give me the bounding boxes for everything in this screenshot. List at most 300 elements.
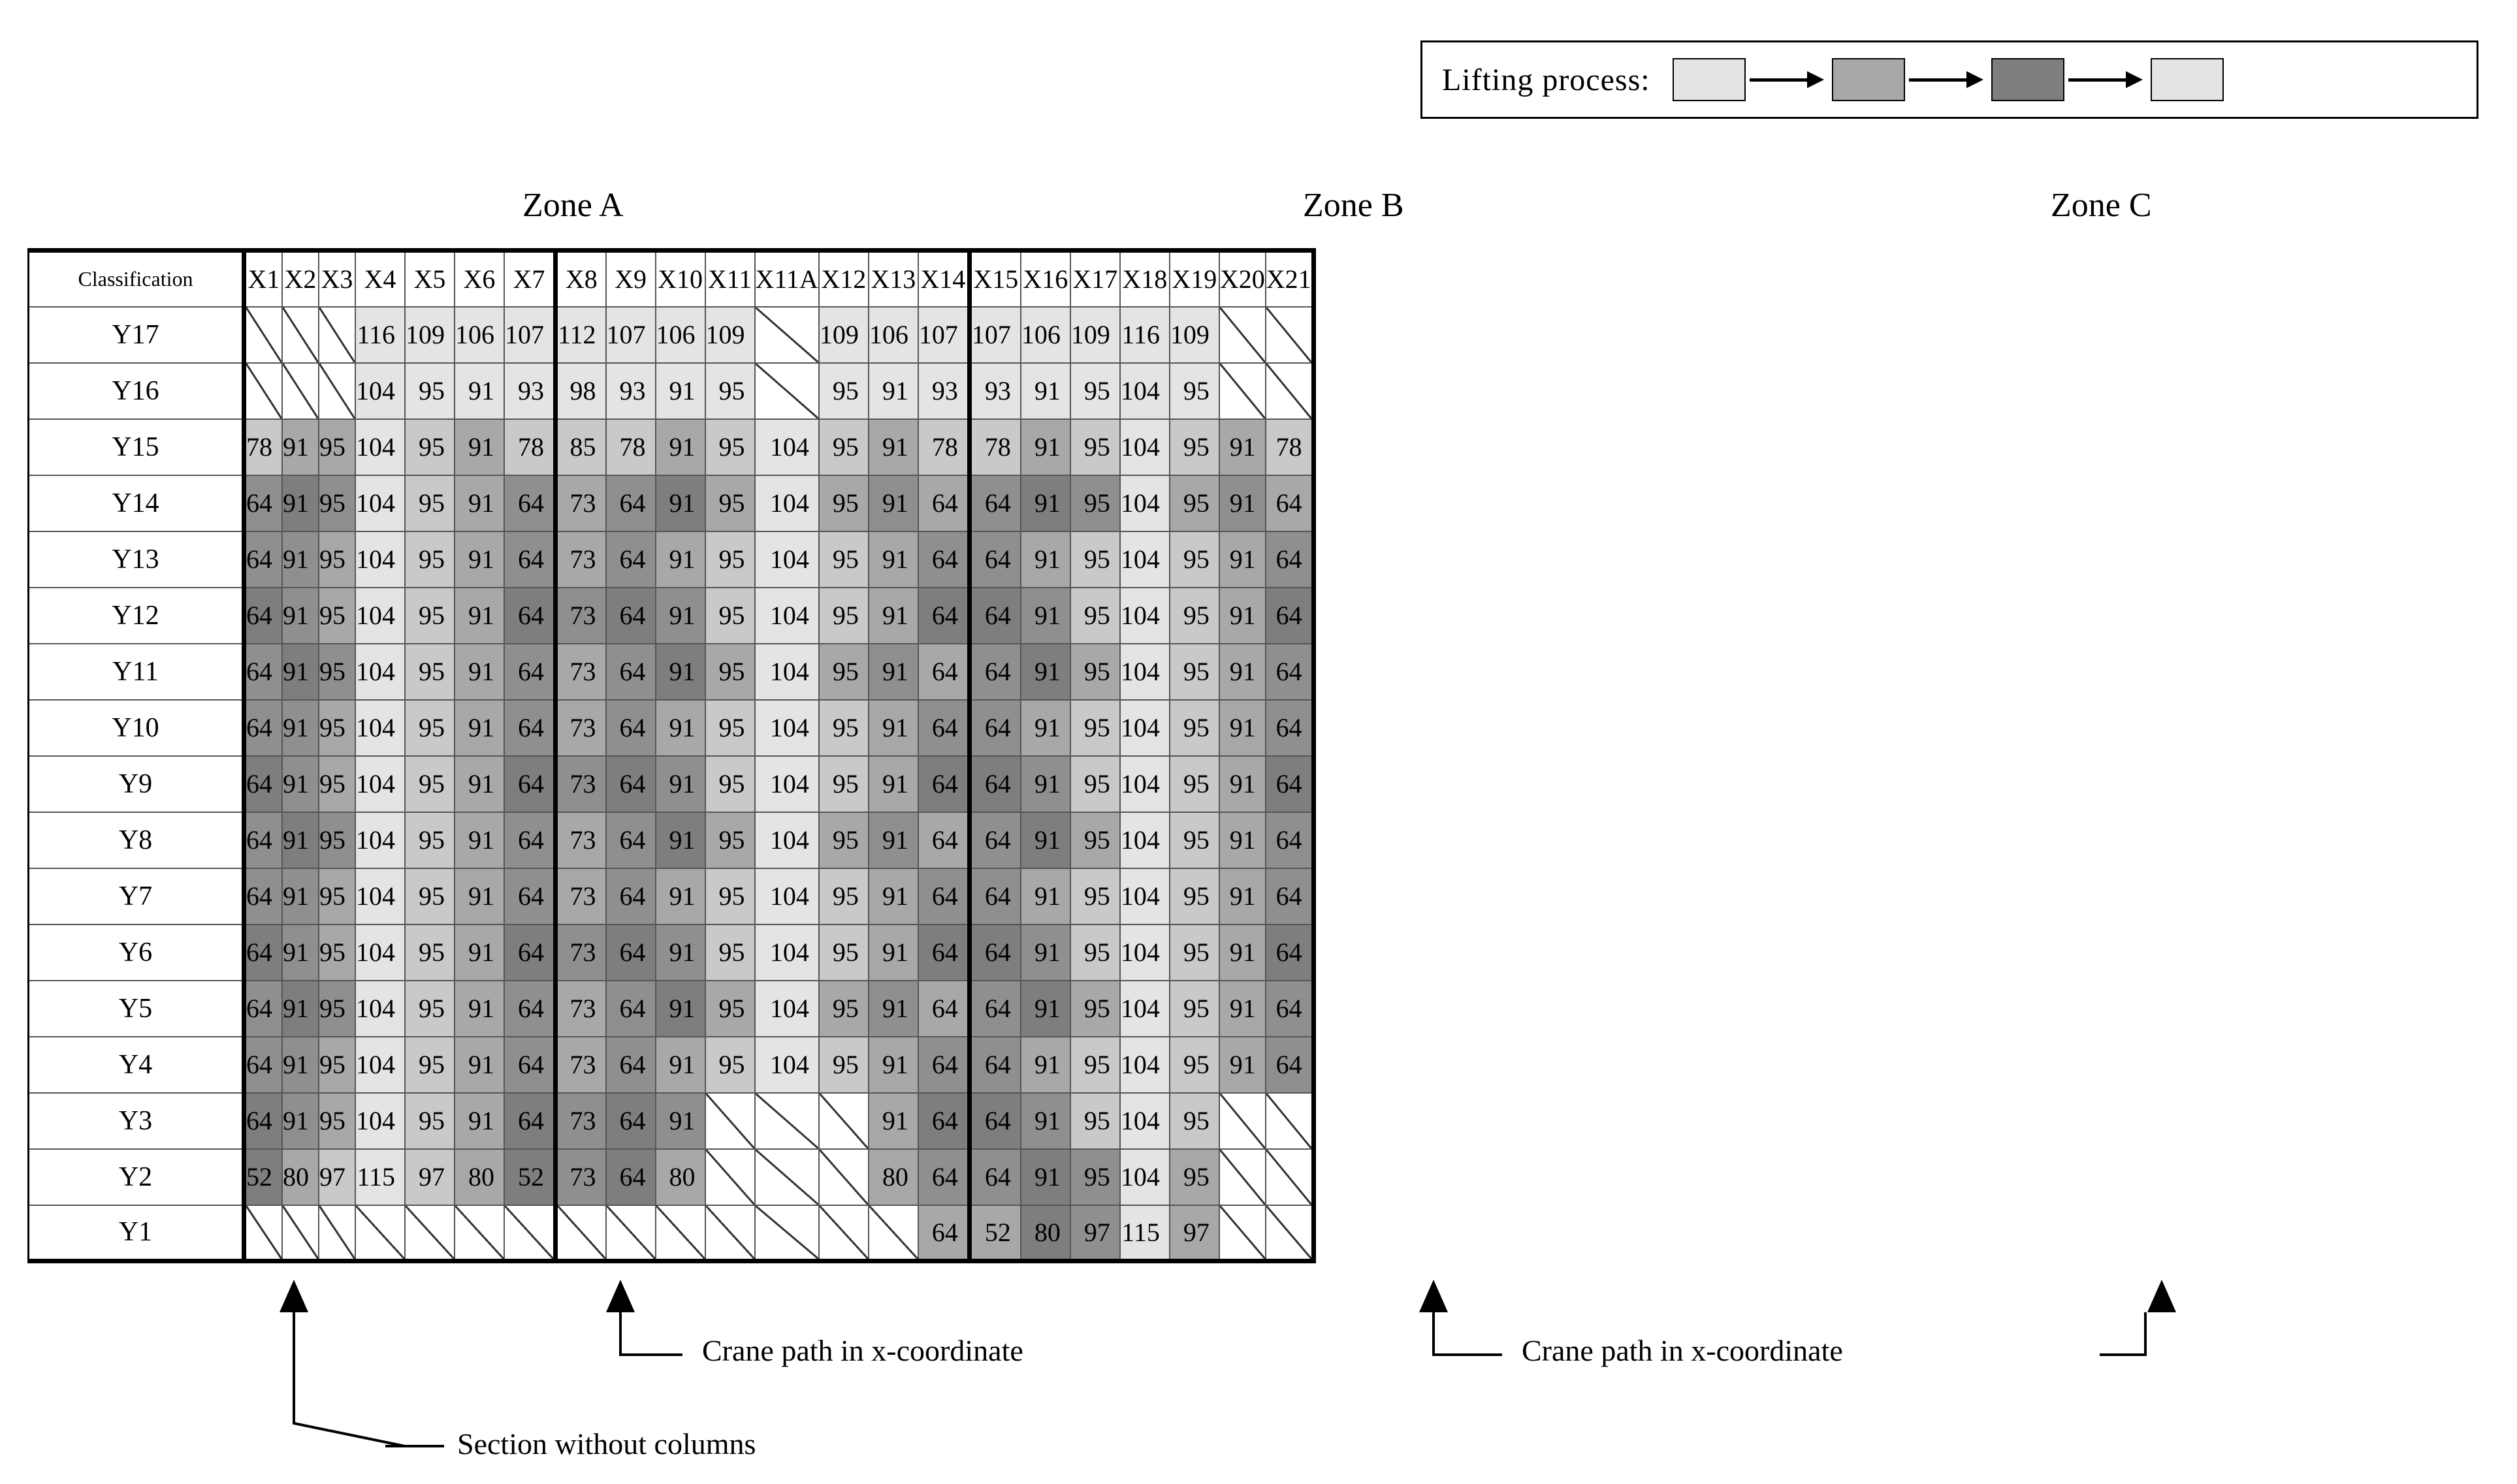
- cell-x11a-y9: 104: [755, 756, 819, 812]
- cell-x11a-y12: 104: [755, 588, 819, 644]
- row-header-y16: Y16: [29, 363, 244, 419]
- column-header-x17: X17: [1070, 251, 1120, 307]
- cell-x3-y2: 97: [319, 1149, 355, 1205]
- cell-x7-y6: 64: [504, 924, 556, 981]
- row-header-y13: Y13: [29, 531, 244, 588]
- cell-x11-y12: 95: [705, 588, 755, 644]
- cell-x2-y3: 91: [282, 1093, 319, 1149]
- cell-empty-x3-y16: [319, 363, 355, 419]
- cell-x7-y11: 64: [504, 644, 556, 700]
- table-row: [29, 588, 1314, 644]
- cell-x19-y14: 95: [1170, 475, 1219, 531]
- cell-x9-y13: 64: [606, 531, 656, 588]
- cell-x17-y15: 95: [1070, 419, 1120, 475]
- cell-x7-y2: 52: [504, 1149, 556, 1205]
- cell-empty-x2-y17: [282, 307, 319, 363]
- column-header-x13: X13: [869, 251, 918, 307]
- cell-x2-y12: 91: [282, 588, 319, 644]
- cell-empty-x2-y16: [282, 363, 319, 419]
- cell-x15-y16: 93: [969, 363, 1021, 419]
- cell-x2-y9: 91: [282, 756, 319, 812]
- cell-x6-y11: 91: [455, 644, 504, 700]
- cell-x21-y5: 64: [1266, 981, 1313, 1037]
- cell-x19-y2: 95: [1170, 1149, 1219, 1205]
- cell-empty-x11a-y2: [755, 1149, 819, 1205]
- cell-x4-y5: 104: [355, 981, 405, 1037]
- cell-x13-y8: 91: [869, 812, 918, 868]
- cell-x7-y4: 64: [504, 1037, 556, 1093]
- cell-x13-y5: 91: [869, 981, 918, 1037]
- cell-x11-y9: 95: [705, 756, 755, 812]
- cell-x20-y4: 91: [1219, 1037, 1266, 1093]
- column-header-x4: X4: [355, 251, 405, 307]
- cell-x6-y6: 91: [455, 924, 504, 981]
- cell-x9-y3: 64: [606, 1093, 656, 1149]
- cell-x7-y5: 64: [504, 981, 556, 1037]
- cell-x15-y10: 64: [969, 700, 1021, 756]
- cell-x20-y7: 91: [1219, 868, 1266, 924]
- row-header-y10: Y10: [29, 700, 244, 756]
- row-header-y5: Y5: [29, 981, 244, 1037]
- cell-x2-y4: 91: [282, 1037, 319, 1093]
- cell-x3-y4: 95: [319, 1037, 355, 1093]
- cell-x16-y8: 91: [1021, 812, 1070, 868]
- cell-x4-y10: 104: [355, 700, 405, 756]
- cell-x21-y12: 64: [1266, 588, 1313, 644]
- cell-x10-y10: 91: [656, 700, 705, 756]
- cell-empty-x12-y3: [819, 1093, 869, 1149]
- cell-x8-y12: 73: [556, 588, 606, 644]
- cell-x9-y9: 64: [606, 756, 656, 812]
- cell-x18-y10: 104: [1120, 700, 1170, 756]
- cell-x7-y15: 78: [504, 419, 556, 475]
- cell-x5-y3: 95: [405, 1093, 455, 1149]
- cell-x1-y6: 64: [244, 924, 283, 981]
- cell-x14-y11: 64: [918, 644, 970, 700]
- cell-x17-y10: 95: [1070, 700, 1120, 756]
- column-header-x7: X7: [504, 251, 556, 307]
- column-header-x11: X11: [705, 251, 755, 307]
- cell-x7-y17: 107: [504, 307, 556, 363]
- row-header-y2: Y2: [29, 1149, 244, 1205]
- cell-x7-y10: 64: [504, 700, 556, 756]
- cell-x11-y17: 109: [705, 307, 755, 363]
- legend-arrow-2: [1909, 71, 1987, 88]
- cell-x13-y17: 106: [869, 307, 918, 363]
- cell-x12-y10: 95: [819, 700, 869, 756]
- heatmap-table: [27, 248, 1316, 1263]
- cell-x13-y15: 91: [869, 419, 918, 475]
- cell-x8-y14: 73: [556, 475, 606, 531]
- cell-x18-y9: 104: [1120, 756, 1170, 812]
- cell-x18-y17: 116: [1120, 307, 1170, 363]
- cell-x17-y13: 95: [1070, 531, 1120, 588]
- cell-x16-y6: 91: [1021, 924, 1070, 981]
- cell-x5-y6: 95: [405, 924, 455, 981]
- cell-x9-y8: 64: [606, 812, 656, 868]
- cell-empty-x11a-y17: [755, 307, 819, 363]
- cell-x11a-y7: 104: [755, 868, 819, 924]
- row-header-y12: Y12: [29, 588, 244, 644]
- row-header-y8: Y8: [29, 812, 244, 868]
- classification-header: Classification: [29, 251, 244, 307]
- table-row: [29, 307, 1314, 363]
- column-header-x15: X15: [969, 251, 1021, 307]
- cell-x21-y7: 64: [1266, 868, 1313, 924]
- cell-x19-y3: 95: [1170, 1093, 1219, 1149]
- cell-x4-y9: 104: [355, 756, 405, 812]
- cell-empty-x21-y1: [1266, 1205, 1313, 1261]
- cell-x8-y6: 73: [556, 924, 606, 981]
- cell-x19-y5: 95: [1170, 981, 1219, 1037]
- cell-x2-y7: 91: [282, 868, 319, 924]
- row-header-y15: Y15: [29, 419, 244, 475]
- cell-x3-y3: 95: [319, 1093, 355, 1149]
- cell-x12-y9: 95: [819, 756, 869, 812]
- cell-empty-x21-y17: [1266, 307, 1313, 363]
- cell-x20-y12: 91: [1219, 588, 1266, 644]
- cell-x9-y15: 78: [606, 419, 656, 475]
- cell-x19-y17: 109: [1170, 307, 1219, 363]
- annotation-section-without-columns: Section without columns: [457, 1427, 756, 1460]
- cell-x2-y2: 80: [282, 1149, 319, 1205]
- cell-x8-y10: 73: [556, 700, 606, 756]
- cell-x2-y14: 91: [282, 475, 319, 531]
- cell-empty-x11-y3: [705, 1093, 755, 1149]
- cell-x17-y1: 97: [1070, 1205, 1120, 1261]
- cell-x12-y14: 95: [819, 475, 869, 531]
- cell-x8-y9: 73: [556, 756, 606, 812]
- cell-x7-y7: 64: [504, 868, 556, 924]
- legend-arrow-3: [2068, 71, 2147, 88]
- cell-x3-y7: 95: [319, 868, 355, 924]
- cell-x18-y13: 104: [1120, 531, 1170, 588]
- cell-empty-x20-y16: [1219, 363, 1266, 419]
- cell-x6-y8: 91: [455, 812, 504, 868]
- cell-x14-y7: 64: [918, 868, 970, 924]
- cell-x1-y10: 64: [244, 700, 283, 756]
- column-header-x12: X12: [819, 251, 869, 307]
- cell-x4-y11: 104: [355, 644, 405, 700]
- cell-x13-y9: 91: [869, 756, 918, 812]
- cell-x4-y16: 104: [355, 363, 405, 419]
- table-body: [29, 307, 1314, 1261]
- cell-x14-y5: 64: [918, 981, 970, 1037]
- row-header-y9: Y9: [29, 756, 244, 812]
- table-row: [29, 868, 1314, 924]
- cell-x12-y17: 109: [819, 307, 869, 363]
- cell-x18-y14: 104: [1120, 475, 1170, 531]
- cell-x5-y10: 95: [405, 700, 455, 756]
- table-row: [29, 363, 1314, 419]
- cell-x17-y4: 95: [1070, 1037, 1120, 1093]
- cell-x19-y9: 95: [1170, 756, 1219, 812]
- cell-x21-y10: 64: [1266, 700, 1313, 756]
- cell-empty-x21-y2: [1266, 1149, 1313, 1205]
- cell-x10-y9: 91: [656, 756, 705, 812]
- cell-x3-y10: 95: [319, 700, 355, 756]
- cell-x17-y16: 95: [1070, 363, 1120, 419]
- cell-x6-y2: 80: [455, 1149, 504, 1205]
- cell-x5-y14: 95: [405, 475, 455, 531]
- cell-x21-y15: 78: [1266, 419, 1313, 475]
- cell-x9-y11: 64: [606, 644, 656, 700]
- table-row: [29, 1037, 1314, 1093]
- cell-x16-y1: 80: [1021, 1205, 1070, 1261]
- cell-x12-y4: 95: [819, 1037, 869, 1093]
- cell-x5-y4: 95: [405, 1037, 455, 1093]
- row-header-y14: Y14: [29, 475, 244, 531]
- cell-x11a-y5: 104: [755, 981, 819, 1037]
- cell-x14-y12: 64: [918, 588, 970, 644]
- cell-x19-y4: 95: [1170, 1037, 1219, 1093]
- cell-x12-y15: 95: [819, 419, 869, 475]
- table-row: [29, 756, 1314, 812]
- cell-x5-y5: 95: [405, 981, 455, 1037]
- cell-x16-y10: 91: [1021, 700, 1070, 756]
- cell-x17-y17: 109: [1070, 307, 1120, 363]
- cell-empty-x20-y17: [1219, 307, 1266, 363]
- cell-empty-x8-y1: [556, 1205, 606, 1261]
- cell-x5-y11: 95: [405, 644, 455, 700]
- cell-x17-y11: 95: [1070, 644, 1120, 700]
- row-header-y11: Y11: [29, 644, 244, 700]
- column-header-x18: X18: [1120, 251, 1170, 307]
- legend-box: [1420, 40, 2478, 119]
- cell-x1-y11: 64: [244, 644, 283, 700]
- cell-x6-y12: 91: [455, 588, 504, 644]
- cell-x4-y8: 104: [355, 812, 405, 868]
- cell-x8-y16: 98: [556, 363, 606, 419]
- cell-x5-y12: 95: [405, 588, 455, 644]
- cell-x9-y2: 64: [606, 1149, 656, 1205]
- cell-x13-y6: 91: [869, 924, 918, 981]
- table-row: [29, 419, 1314, 475]
- cell-x6-y16: 91: [455, 363, 504, 419]
- cell-x14-y17: 107: [918, 307, 970, 363]
- cell-x1-y3: 64: [244, 1093, 283, 1149]
- cell-x3-y12: 95: [319, 588, 355, 644]
- cell-x5-y7: 95: [405, 868, 455, 924]
- cell-x10-y3: 91: [656, 1093, 705, 1149]
- cell-empty-x20-y1: [1219, 1205, 1266, 1261]
- cell-x2-y11: 91: [282, 644, 319, 700]
- legend-label: Lifting process:: [1442, 62, 1650, 97]
- cell-x10-y5: 91: [656, 981, 705, 1037]
- cell-x13-y3: 91: [869, 1093, 918, 1149]
- cell-x1-y2: 52: [244, 1149, 283, 1205]
- cell-x2-y15: 91: [282, 419, 319, 475]
- cell-x8-y2: 73: [556, 1149, 606, 1205]
- cell-x15-y12: 64: [969, 588, 1021, 644]
- cell-x13-y4: 91: [869, 1037, 918, 1093]
- legend-swatch-2: [1832, 58, 1905, 101]
- table-row: [29, 1149, 1314, 1205]
- cell-x10-y4: 91: [656, 1037, 705, 1093]
- cell-x13-y10: 91: [869, 700, 918, 756]
- cell-x15-y11: 64: [969, 644, 1021, 700]
- cell-x11a-y8: 104: [755, 812, 819, 868]
- cell-x21-y8: 64: [1266, 812, 1313, 868]
- cell-x12-y7: 95: [819, 868, 869, 924]
- cell-x11-y6: 95: [705, 924, 755, 981]
- cell-x11-y10: 95: [705, 700, 755, 756]
- cell-x10-y11: 91: [656, 644, 705, 700]
- cell-x10-y8: 91: [656, 812, 705, 868]
- cell-x15-y4: 64: [969, 1037, 1021, 1093]
- cell-x13-y2: 80: [869, 1149, 918, 1205]
- cell-empty-x3-y17: [319, 307, 355, 363]
- cell-x11a-y14: 104: [755, 475, 819, 531]
- cell-x2-y5: 91: [282, 981, 319, 1037]
- cell-x21-y11: 64: [1266, 644, 1313, 700]
- cell-x3-y8: 95: [319, 812, 355, 868]
- table-head: [29, 251, 1314, 307]
- cell-x5-y15: 95: [405, 419, 455, 475]
- cell-x19-y11: 95: [1170, 644, 1219, 700]
- heatmap-table-wrapper: [27, 248, 1316, 1263]
- cell-x11-y4: 95: [705, 1037, 755, 1093]
- cell-x18-y8: 104: [1120, 812, 1170, 868]
- cell-x8-y11: 73: [556, 644, 606, 700]
- cell-x12-y11: 95: [819, 644, 869, 700]
- cell-x10-y2: 80: [656, 1149, 705, 1205]
- cell-x20-y15: 91: [1219, 419, 1266, 475]
- cell-x4-y17: 116: [355, 307, 405, 363]
- cell-x20-y11: 91: [1219, 644, 1266, 700]
- cell-x18-y12: 104: [1120, 588, 1170, 644]
- cell-x3-y9: 95: [319, 756, 355, 812]
- cell-x8-y3: 73: [556, 1093, 606, 1149]
- legend-swatch-1: [1673, 58, 1746, 101]
- cell-x15-y7: 64: [969, 868, 1021, 924]
- cell-empty-x6-y1: [455, 1205, 504, 1261]
- cell-x15-y13: 64: [969, 531, 1021, 588]
- cell-x17-y8: 95: [1070, 812, 1120, 868]
- cell-empty-x20-y3: [1219, 1093, 1266, 1149]
- cell-x17-y7: 95: [1070, 868, 1120, 924]
- cell-x20-y13: 91: [1219, 531, 1266, 588]
- table-row: [29, 981, 1314, 1037]
- cell-x21-y13: 64: [1266, 531, 1313, 588]
- cell-x15-y5: 64: [969, 981, 1021, 1037]
- cell-x5-y9: 95: [405, 756, 455, 812]
- cell-x1-y8: 64: [244, 812, 283, 868]
- cell-empty-x20-y2: [1219, 1149, 1266, 1205]
- cell-x16-y15: 91: [1021, 419, 1070, 475]
- cell-x12-y5: 95: [819, 981, 869, 1037]
- cell-x19-y12: 95: [1170, 588, 1219, 644]
- cell-x16-y11: 91: [1021, 644, 1070, 700]
- cell-x20-y6: 91: [1219, 924, 1266, 981]
- cell-x6-y13: 91: [455, 531, 504, 588]
- column-header-x14: X14: [918, 251, 970, 307]
- cell-x9-y12: 64: [606, 588, 656, 644]
- cell-empty-x5-y1: [405, 1205, 455, 1261]
- table-row: [29, 644, 1314, 700]
- cell-x1-y9: 64: [244, 756, 283, 812]
- cell-x19-y10: 95: [1170, 700, 1219, 756]
- cell-x6-y7: 91: [455, 868, 504, 924]
- zone-title-a: Zone A: [522, 187, 624, 224]
- table-row: [29, 531, 1314, 588]
- cell-x9-y7: 64: [606, 868, 656, 924]
- zone-title-c: Zone C: [2051, 187, 2152, 224]
- cell-empty-x1-y1: [244, 1205, 283, 1261]
- cell-x12-y16: 95: [819, 363, 869, 419]
- legend-arrow-1: [1750, 71, 1828, 88]
- cell-x7-y13: 64: [504, 531, 556, 588]
- cell-x14-y14: 64: [918, 475, 970, 531]
- cell-x11-y11: 95: [705, 644, 755, 700]
- row-header-y3: Y3: [29, 1093, 244, 1149]
- cell-x12-y13: 95: [819, 531, 869, 588]
- cell-x3-y5: 95: [319, 981, 355, 1037]
- cell-x14-y9: 64: [918, 756, 970, 812]
- cell-x2-y6: 91: [282, 924, 319, 981]
- cell-x4-y15: 104: [355, 419, 405, 475]
- cell-empty-x4-y1: [355, 1205, 405, 1261]
- cell-x4-y13: 104: [355, 531, 405, 588]
- cell-x18-y7: 104: [1120, 868, 1170, 924]
- cell-x6-y17: 106: [455, 307, 504, 363]
- cell-x9-y16: 93: [606, 363, 656, 419]
- table-row: [29, 475, 1314, 531]
- cell-x11-y14: 95: [705, 475, 755, 531]
- cell-x3-y15: 95: [319, 419, 355, 475]
- row-header-y6: Y6: [29, 924, 244, 981]
- cell-x2-y10: 91: [282, 700, 319, 756]
- cell-x20-y5: 91: [1219, 981, 1266, 1037]
- cell-x6-y4: 91: [455, 1037, 504, 1093]
- column-header-x8: X8: [556, 251, 606, 307]
- column-header-x20: X20: [1219, 251, 1266, 307]
- cell-x15-y3: 64: [969, 1093, 1021, 1149]
- cell-x1-y12: 64: [244, 588, 283, 644]
- cell-x11a-y4: 104: [755, 1037, 819, 1093]
- cell-x16-y4: 91: [1021, 1037, 1070, 1093]
- cell-x18-y3: 104: [1120, 1093, 1170, 1149]
- cell-empty-x1-y17: [244, 307, 283, 363]
- table-row: [29, 1093, 1314, 1149]
- cell-x13-y11: 91: [869, 644, 918, 700]
- cell-x16-y14: 91: [1021, 475, 1070, 531]
- cell-x10-y6: 91: [656, 924, 705, 981]
- table-row: [29, 924, 1314, 981]
- cell-x10-y16: 91: [656, 363, 705, 419]
- cell-x4-y2: 115: [355, 1149, 405, 1205]
- cell-x11a-y6: 104: [755, 924, 819, 981]
- column-header-x2: X2: [282, 251, 319, 307]
- cell-x11a-y10: 104: [755, 700, 819, 756]
- cell-empty-x1-y16: [244, 363, 283, 419]
- cell-x13-y7: 91: [869, 868, 918, 924]
- cell-x17-y5: 95: [1070, 981, 1120, 1037]
- cell-x9-y17: 107: [606, 307, 656, 363]
- cell-x3-y13: 95: [319, 531, 355, 588]
- cell-x5-y17: 109: [405, 307, 455, 363]
- cell-x1-y14: 64: [244, 475, 283, 531]
- column-header-x9: X9: [606, 251, 656, 307]
- cell-x11a-y13: 104: [755, 531, 819, 588]
- cell-x1-y13: 64: [244, 531, 283, 588]
- cell-x17-y12: 95: [1070, 588, 1120, 644]
- cell-empty-x3-y1: [319, 1205, 355, 1261]
- cell-x4-y4: 104: [355, 1037, 405, 1093]
- cell-x18-y2: 104: [1120, 1149, 1170, 1205]
- cell-x18-y4: 104: [1120, 1037, 1170, 1093]
- cell-x11-y5: 95: [705, 981, 755, 1037]
